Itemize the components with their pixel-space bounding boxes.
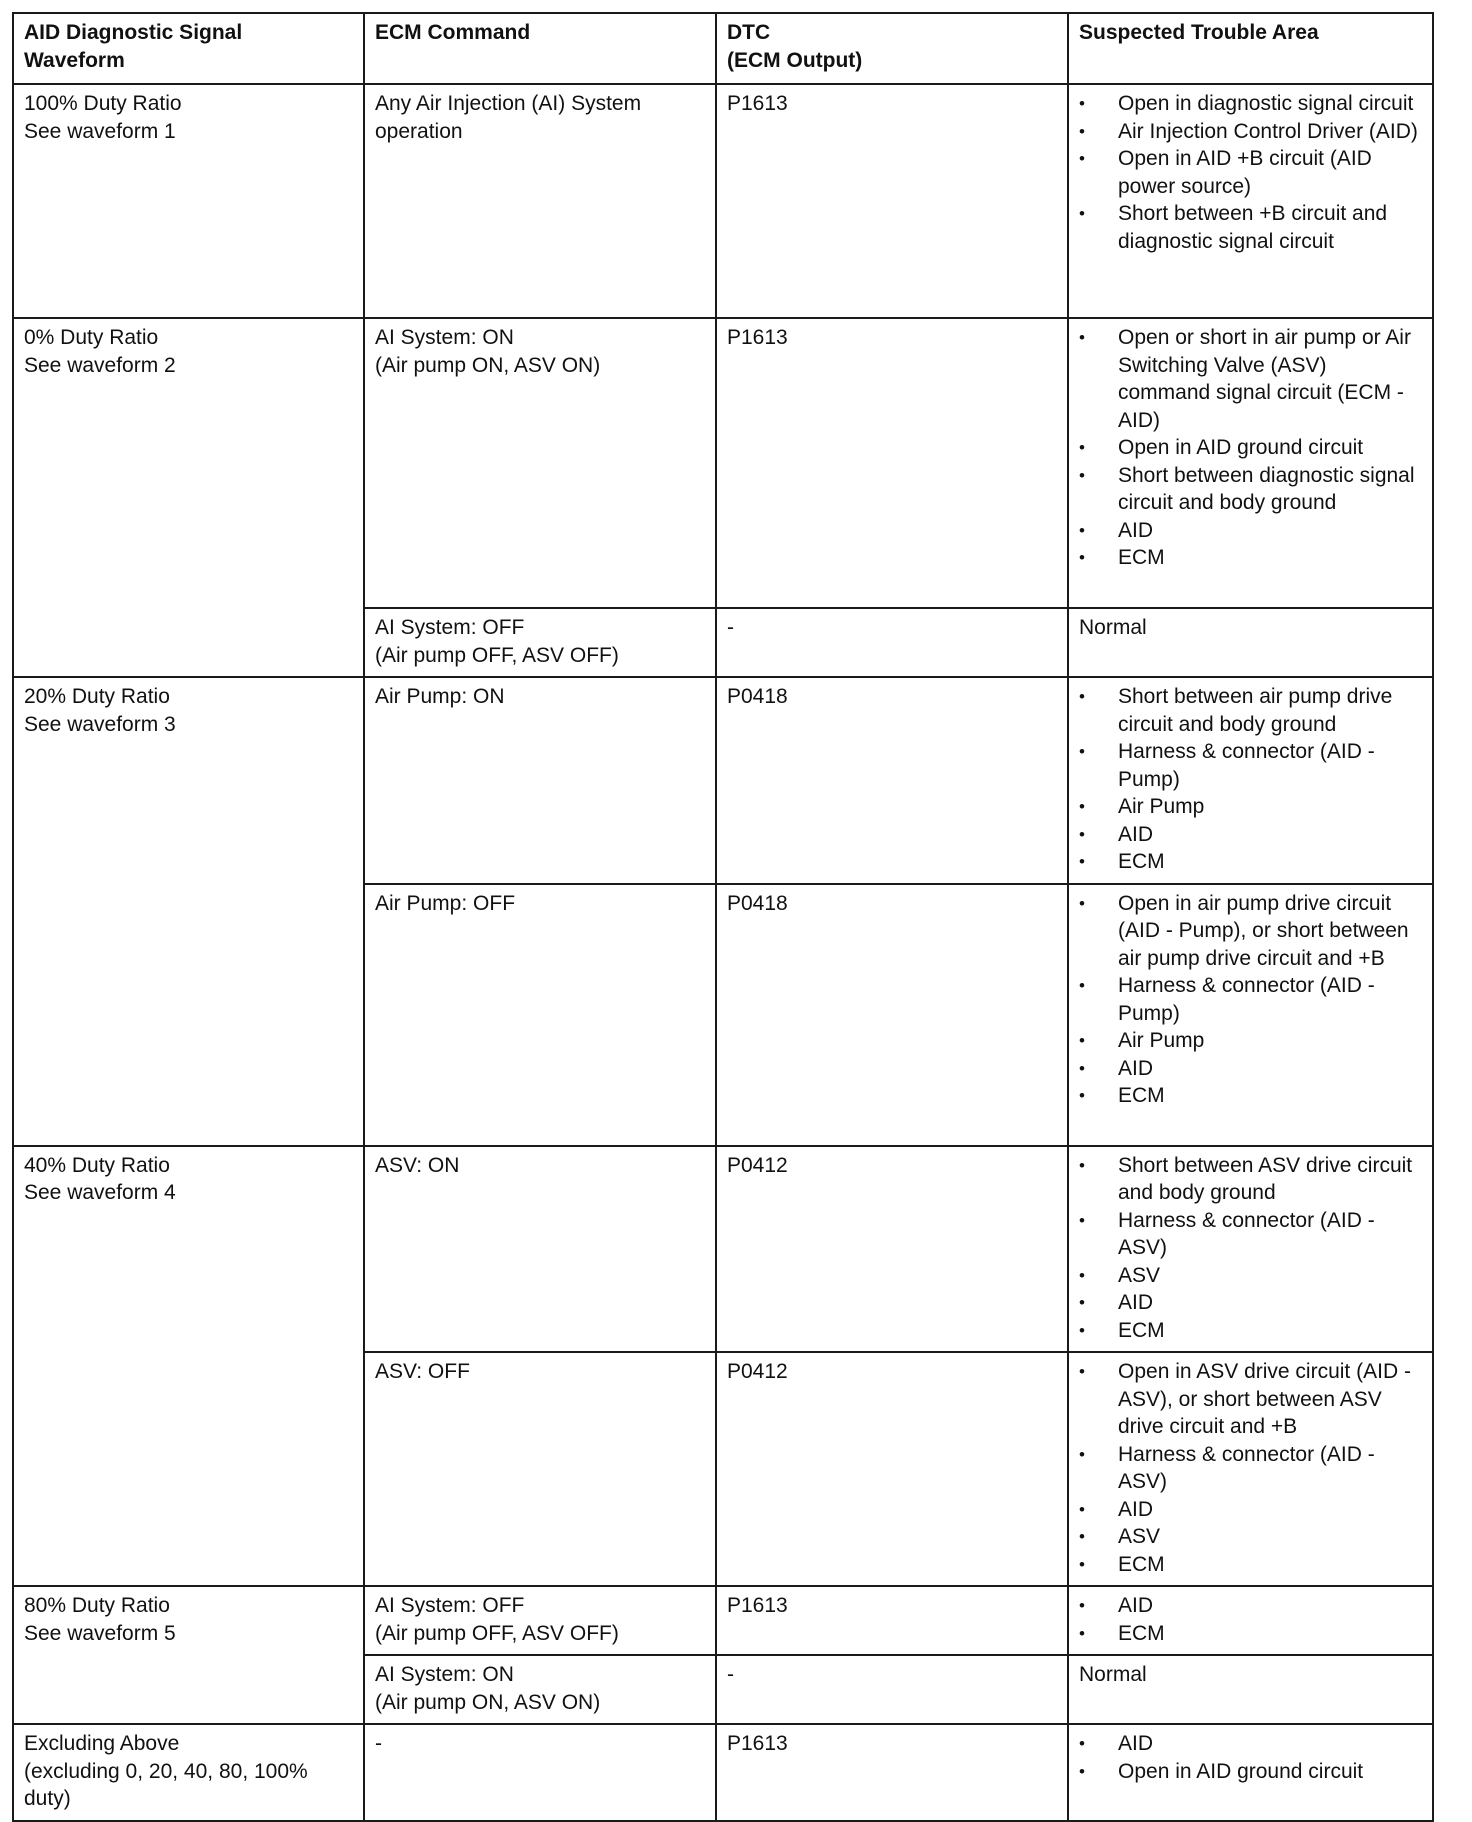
list-item: • ECM: [1079, 1082, 1422, 1110]
list-item: • Harness & connector (AID - Pump): [1079, 738, 1422, 793]
aid-diagnostic-table: [12, 12, 1434, 1822]
list-item: • Open in AID +B circuit (AID power source): [1079, 145, 1422, 200]
header-row: [13, 13, 1433, 84]
list-item: • ECM: [1079, 544, 1422, 572]
list-item: • Short between air pump drive circuit and body ground: [1079, 683, 1422, 738]
ecm-command-cell: AI System: OFF (Air pump OFF, ASV OFF): [364, 608, 716, 677]
waveform-cell: 80% Duty Ratio See waveform 5: [13, 1586, 364, 1724]
list-item: • Harness & connector (AID - ASV): [1079, 1207, 1422, 1262]
header-waveform: AID Diagnostic Signal Waveform: [13, 13, 364, 84]
dtc-cell: P1613: [716, 1586, 1068, 1655]
ecm-command-cell: AI System: OFF (Air pump OFF, ASV OFF): [364, 1586, 716, 1655]
list-item: • Open in diagnostic signal circuit: [1079, 90, 1422, 118]
list-item: • Short between ASV drive circuit and body ground: [1079, 1152, 1422, 1207]
trouble-area-list: [1079, 890, 1422, 1110]
trouble-area-list: [1079, 324, 1422, 572]
table-row: [13, 677, 1433, 884]
trouble-area-cell: [1068, 677, 1433, 884]
trouble-area-cell: Normal: [1068, 608, 1433, 677]
table-row: [13, 84, 1433, 318]
trouble-area-cell: [1068, 1724, 1433, 1821]
list-item: • AID: [1079, 1496, 1422, 1524]
list-item: • AID: [1079, 1730, 1422, 1758]
list-item: • Short between +B circuit and diagnostic signal circuit: [1079, 200, 1422, 255]
ecm-command-cell: ASV: OFF: [364, 1352, 716, 1586]
dtc-cell: P0412: [716, 1352, 1068, 1586]
trouble-area-cell: [1068, 884, 1433, 1146]
dtc-cell: -: [716, 1655, 1068, 1724]
ecm-command-cell: AI System: ON (Air pump ON, ASV ON): [364, 1655, 716, 1724]
ecm-command-cell: ASV: ON: [364, 1146, 716, 1353]
list-item: • ECM: [1079, 1551, 1422, 1579]
list-item: • ASV: [1079, 1523, 1422, 1551]
dtc-cell: P1613: [716, 1724, 1068, 1821]
trouble-area-list: [1079, 1730, 1422, 1785]
table-row: [13, 1146, 1433, 1353]
trouble-area-cell: [1068, 1586, 1433, 1655]
list-item: • Air Pump: [1079, 793, 1422, 821]
dtc-cell: P1613: [716, 84, 1068, 318]
trouble-area-list: [1079, 1592, 1422, 1647]
header-ecm-command: ECM Command: [364, 13, 716, 84]
table-row: [13, 318, 1433, 608]
ecm-command-cell: Air Pump: ON: [364, 677, 716, 884]
list-item: • AID: [1079, 1592, 1422, 1620]
trouble-area-list: [1079, 683, 1422, 876]
trouble-area-cell: [1068, 1352, 1433, 1586]
table-row: [13, 1586, 1433, 1655]
trouble-area-list: [1079, 90, 1422, 255]
waveform-cell: 20% Duty Ratio See waveform 3: [13, 677, 364, 1146]
list-item: • AID: [1079, 821, 1422, 849]
waveform-cell: 100% Duty Ratio See waveform 1: [13, 84, 364, 318]
waveform-cell: Excluding Above (excluding 0, 20, 40, 80, 100% duty): [13, 1724, 364, 1821]
list-item: • Open in AID ground circuit: [1079, 1758, 1422, 1786]
list-item: • ECM: [1079, 1620, 1422, 1648]
trouble-area-list: [1079, 1152, 1422, 1345]
list-item: • AID: [1079, 1289, 1422, 1317]
dtc-cell: P0418: [716, 884, 1068, 1146]
trouble-area-cell: [1068, 84, 1433, 318]
dtc-cell: -: [716, 608, 1068, 677]
dtc-cell: P1613: [716, 318, 1068, 608]
trouble-area-cell: [1068, 1146, 1433, 1353]
header-trouble-area: Suspected Trouble Area: [1068, 13, 1433, 84]
trouble-area-list: [1079, 1358, 1422, 1578]
list-item: • Harness & connector (AID - ASV): [1079, 1441, 1422, 1496]
table-row: [13, 1724, 1433, 1821]
waveform-cell: 40% Duty Ratio See waveform 4: [13, 1146, 364, 1587]
list-item: • Open in AID ground circuit: [1079, 434, 1422, 462]
dtc-cell: P0418: [716, 677, 1068, 884]
ecm-command-cell: -: [364, 1724, 716, 1821]
waveform-cell: 0% Duty Ratio See waveform 2: [13, 318, 364, 677]
trouble-area-cell: [1068, 318, 1433, 608]
list-item: • Open in air pump drive circuit (AID - Pump), or short between air pump drive circuit and +B: [1079, 890, 1422, 973]
list-item: • Harness & connector (AID - Pump): [1079, 972, 1422, 1027]
ecm-command-cell: Air Pump: OFF: [364, 884, 716, 1146]
list-item: • Air Injection Control Driver (AID): [1079, 118, 1422, 146]
list-item: • AID: [1079, 517, 1422, 545]
ecm-command-cell: Any Air Injection (AI) System operation: [364, 84, 716, 318]
dtc-cell: P0412: [716, 1146, 1068, 1353]
list-item: • ECM: [1079, 848, 1422, 876]
list-item: • Short between diagnostic signal circuit and body ground: [1079, 462, 1422, 517]
list-item: • AID: [1079, 1055, 1422, 1083]
list-item: • Open in ASV drive circuit (AID - ASV), or short between ASV drive circuit and +B: [1079, 1358, 1422, 1441]
list-item: • ECM: [1079, 1317, 1422, 1345]
ecm-command-cell: AI System: ON (Air pump ON, ASV ON): [364, 318, 716, 608]
list-item: • Open or short in air pump or Air Switching Valve (ASV) command signal circuit (ECM - AID): [1079, 324, 1422, 434]
list-item: • Air Pump: [1079, 1027, 1422, 1055]
header-dtc: DTC (ECM Output): [716, 13, 1068, 84]
list-item: • ASV: [1079, 1262, 1422, 1290]
trouble-area-cell: Normal: [1068, 1655, 1433, 1724]
